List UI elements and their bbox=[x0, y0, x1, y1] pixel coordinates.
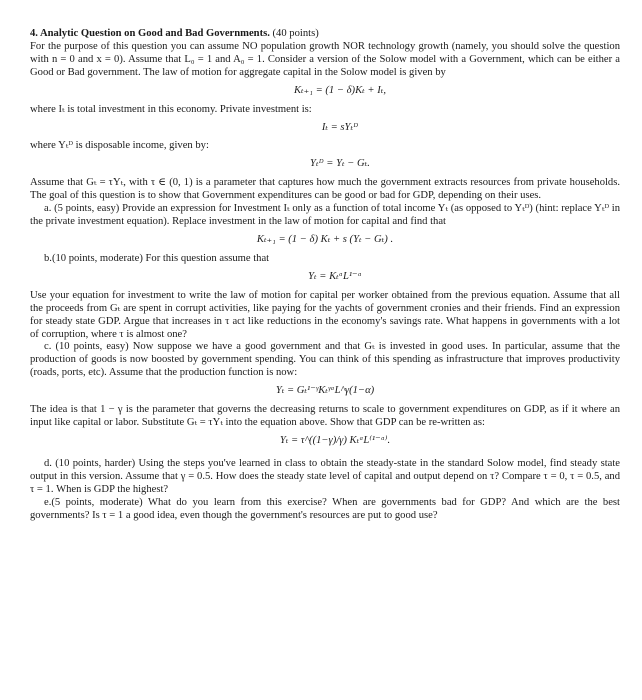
good-government-production-equation: Yₜ = Gₜ¹⁻ᵞKₜᵞᵅL^γ(1−α) bbox=[275, 385, 375, 397]
part-a-text: a. (5 points, easy) Provide an expression for Investment Iₜ only as a function of total income Yₜ (as opposed to Yₜᴰ) (hint: replace Yₜᴰ in the private investment equation). Replace investment in the law of motion for capital and find that bbox=[30, 203, 620, 228]
private-investment-equation: Iₜ = sYₜᴰ bbox=[321, 121, 359, 133]
disposable-income-text: where Yₜᴰ is disposable income, given by: bbox=[30, 140, 209, 152]
capital-law-equation: Kₜ₊₁ = (1 − δ) Kₜ + s (Yₜ − Gₜ) . bbox=[256, 233, 394, 245]
part-e-text: e.(5 points, moderate) What do you learn from this exercise? When are governments bad for GDP? And which are the best governments? Is τ = 1 a good idea, even though the government's resources are put to good use? bbox=[30, 496, 620, 521]
production-function-equation: Yₜ = KₜᵅL¹⁻ᵅ bbox=[308, 270, 362, 282]
part-b-instructions: Use your equation for investment to write the law of motion for capital per worker obtained from the previous equation. Assume that all the proceeds from Gₜ are spent in corrupt activities, like paying for the yachts of government cronies and their friends. Find an expression for steady state GDP. Argue that increases in τ act like reductions in the economy's savings rate. What happens in governments with a lot of corruption, where τ is almost one? bbox=[30, 289, 620, 340]
part-c-instructions: The idea is that 1 − γ is the parameter that governs the decreasing returns to scale to government expenditures on GDP, as if it where an input like capital or labor. Substitute Gₜ = τYₜ into the equation above. Show that GDP can be re-written as: bbox=[30, 404, 620, 429]
government-assumption-text: Assume that Gₜ = τYₜ, with τ ∈ (0, 1) is a parameter that captures how much the government extracts resources from private households. The goal of this question is to show that Government expenditures can be good or bad for GDP, depending on their uses. bbox=[30, 177, 620, 202]
part-c-text: c. (10 points, easy) Now suppose we have a good government and that Gₜ is invested in good uses. In particular, assume that the production of goods is now boosted by government spending. You can think of this spending as infrastructure that improves productivity (roads, ports, etc). Assume that the production function is now: bbox=[30, 341, 620, 379]
part-b-text: b.(10 points, moderate) For this question assume that bbox=[44, 252, 270, 264]
question-intro bbox=[30, 28, 620, 80]
question-heading: 4. Analytic Question on Good and Bad Governments. bbox=[30, 28, 270, 39]
intro-text: For the purpose of this question you can assume NO population growth NOR technology growth (namely, you should solve the question with n = 0 and x = 0). Assume that L₀ = 1 and A₀ = 1. Consider a version of the Solow model with a Government, which can be either a Good or Bad government. The law of motion for aggregate capital in the Solow model is given by bbox=[30, 40, 620, 78]
question-points: (40 points) bbox=[269, 28, 319, 39]
disposable-income-equation: Yₜᴰ = Yₜ − Gₜ. bbox=[310, 158, 370, 170]
gdp-rewritten-equation: Yₜ = τ^((1−γ)/γ) KₜᵅL⁽¹⁻ᵅ⁾. bbox=[279, 434, 391, 446]
part-d-text: d. (10 points, harder) Using the steps you've learned in class to obtain the steady-state in the standard Solow model, find steady state output in this version. Assume that γ = 0.5. How does the steady state level of capital and output depend on τ? Compare τ = 0, τ = 0.5, and τ = 1. When is GDP the highest? bbox=[30, 457, 620, 495]
law-of-motion-equation: Kₜ₊₁ = (1 − δ)Kₜ + Iₜ, bbox=[293, 84, 387, 96]
investment-definition-text: where Iₜ is total investment in this economy. Private investment is: bbox=[30, 103, 312, 115]
